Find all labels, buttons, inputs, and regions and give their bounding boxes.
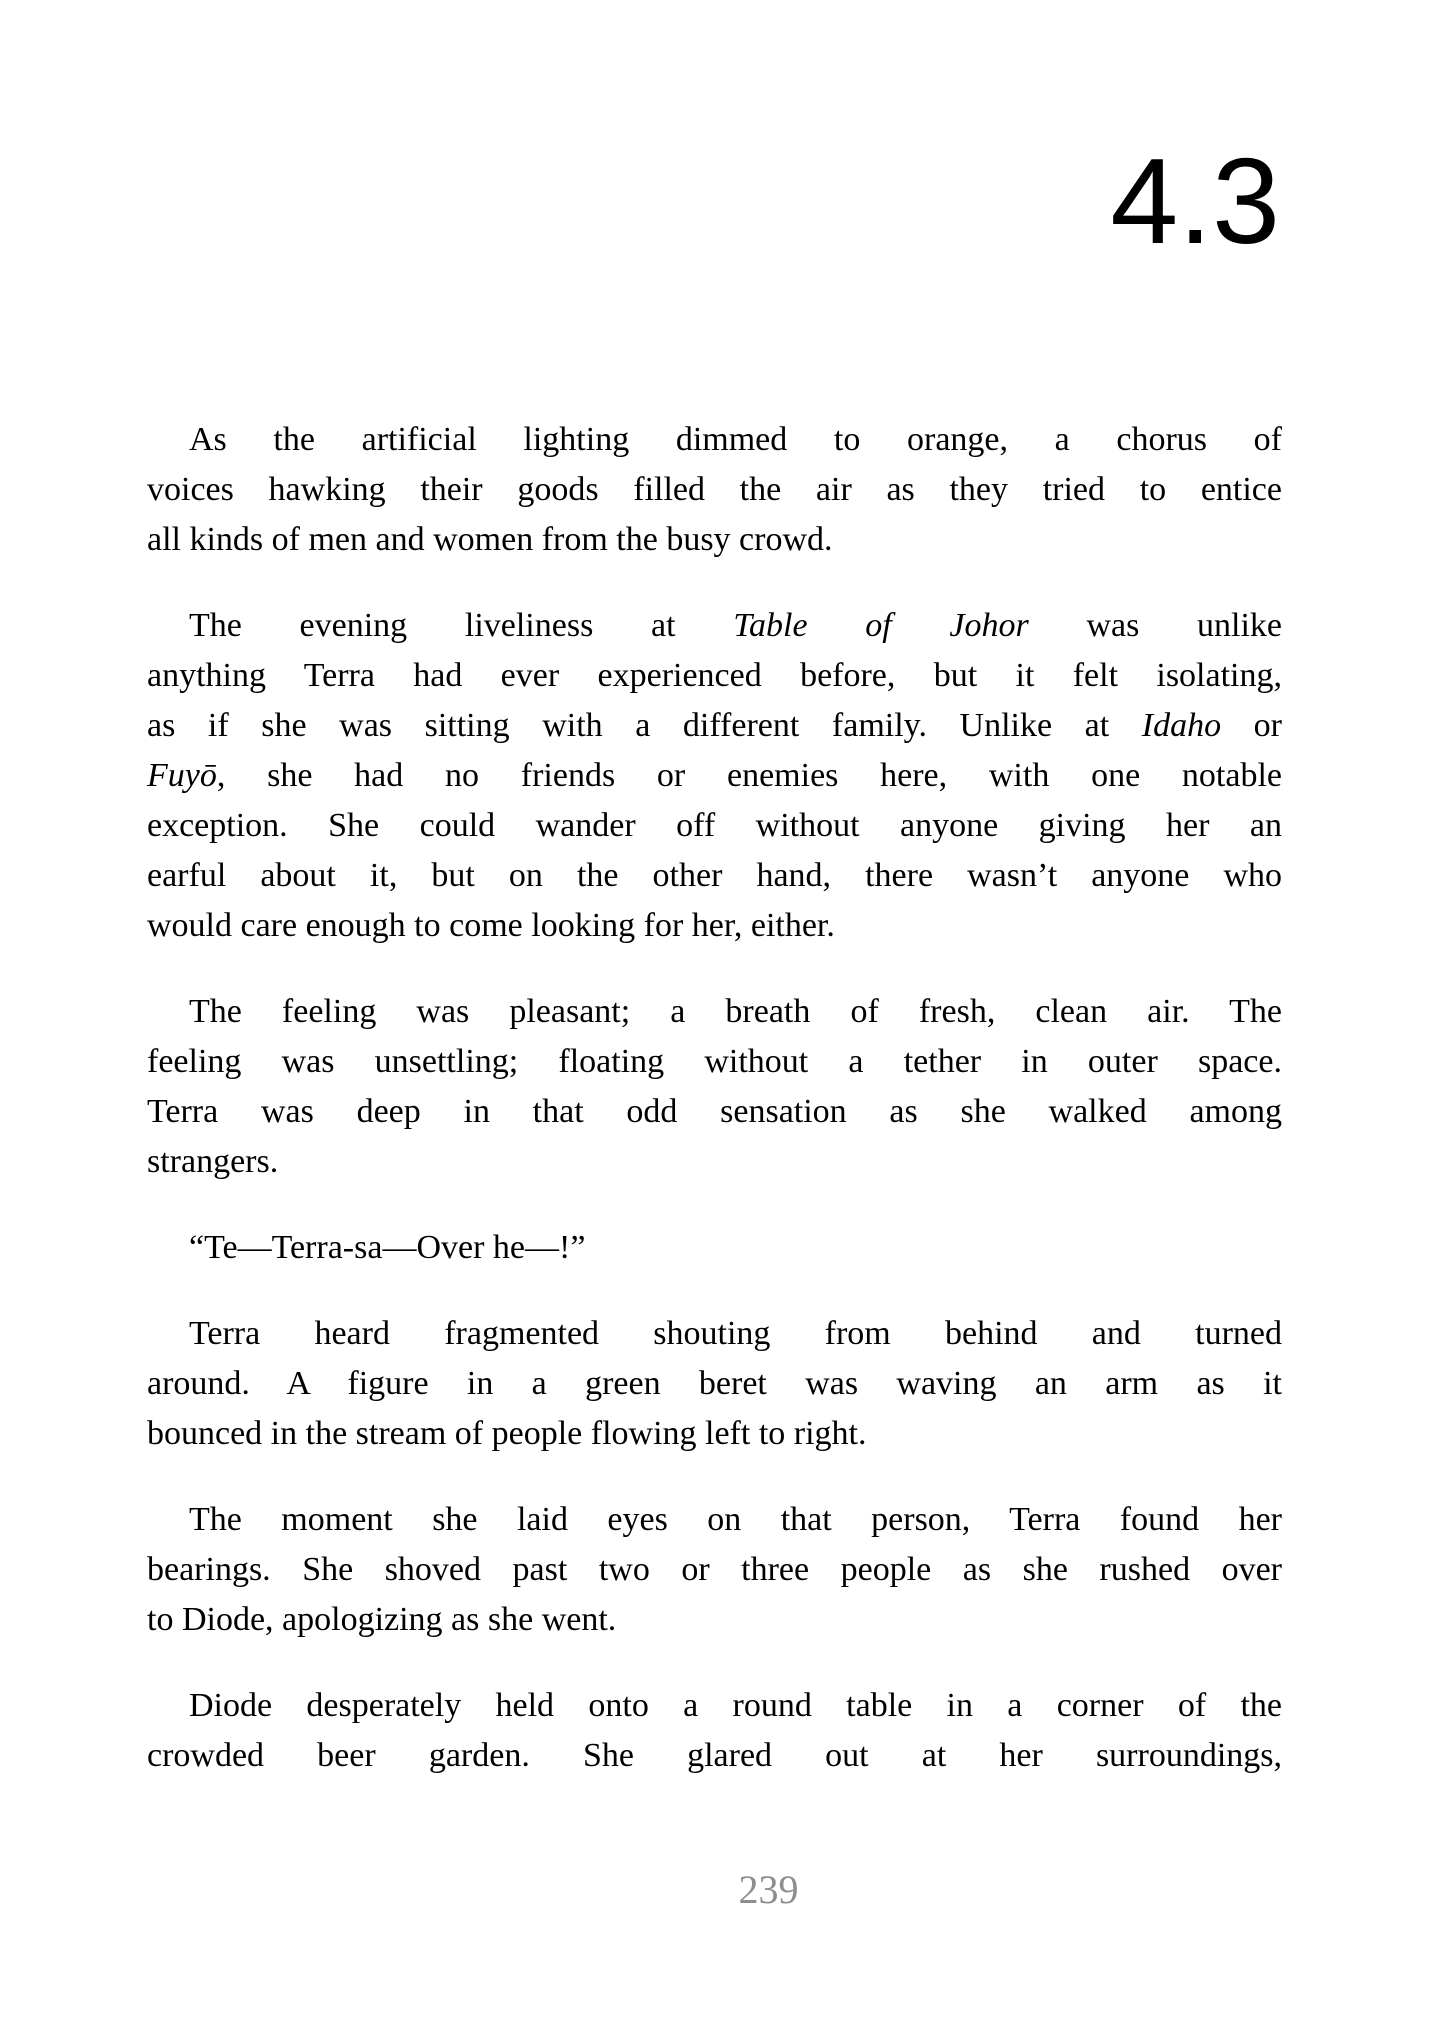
text-run: The evening liveliness at [189, 607, 734, 644]
paragraph [147, 415, 1282, 565]
text-line [147, 901, 1282, 951]
text-run: Terra was deep in that odd sensation as she walked among [147, 1093, 1282, 1130]
text-run: was unlike [1028, 607, 1283, 644]
text-line [147, 1223, 1282, 1273]
paragraph [147, 1681, 1282, 1781]
paragraph [147, 601, 1282, 951]
text-run: voices hawking their goods filled the air as they tried to entice [147, 471, 1282, 508]
italic-run: Idaho [1141, 707, 1222, 744]
text-run: or [1221, 707, 1282, 744]
text-run: The moment she laid eyes on that person, Terra found her [189, 1501, 1282, 1538]
text-line [147, 701, 1282, 751]
text-line [147, 1087, 1282, 1137]
text-run: earful about it, but on the other hand, there wasn’t anyone who [147, 857, 1282, 894]
text-run: would care enough to come looking for her, either. [147, 907, 835, 944]
text-line [147, 515, 1282, 565]
text-run: Diode desperately held onto a round table in a corner of the [189, 1687, 1282, 1724]
text-run: bearings. She shoved past two or three people as she rushed over [147, 1551, 1282, 1588]
text-run: strangers. [147, 1143, 279, 1180]
text-run: all kinds of men and women from the busy crowd. [147, 521, 833, 558]
text-line [147, 751, 1282, 801]
text-line [147, 1595, 1282, 1645]
text-line [147, 1137, 1282, 1187]
text-run: to Diode, apologizing as she went. [147, 1601, 617, 1638]
text-run: The feeling was pleasant; a breath of fresh, clean air. The [189, 993, 1282, 1030]
text-run: feeling was unsettling; floating without a tether in outer space. [147, 1043, 1282, 1080]
text-line [147, 651, 1282, 701]
text-run: “Te—Terra-sa—Over he—!” [189, 1229, 586, 1266]
text-run: As the artificial lighting dimmed to orange, a chorus of [189, 421, 1282, 458]
italic-run: Fuyō [147, 757, 217, 794]
text-line [147, 1681, 1282, 1731]
text-line [147, 415, 1282, 465]
paragraph [147, 1309, 1282, 1459]
text-line [147, 1409, 1282, 1459]
text-run: bounced in the stream of people flowing left to right. [147, 1415, 867, 1452]
paragraph [147, 987, 1282, 1187]
text-line [147, 1359, 1282, 1409]
text-run: anything Terra had ever experienced before, but it felt isolating, [147, 657, 1282, 694]
body-text [147, 415, 1282, 1781]
page-number: 239 [738, 1867, 799, 1912]
text-run: as if she was sitting with a different family. Unlike at [147, 707, 1142, 744]
text-line [147, 851, 1282, 901]
text-line [147, 801, 1282, 851]
text-line [147, 1037, 1282, 1087]
text-line [147, 1309, 1282, 1359]
text-line [147, 601, 1282, 651]
text-line [147, 1731, 1282, 1781]
text-line [147, 987, 1282, 1037]
paragraph [147, 1495, 1282, 1645]
paragraph [147, 1223, 1282, 1273]
text-run: around. A figure in a green beret was waving an arm as it [147, 1365, 1282, 1402]
text-line [147, 1545, 1282, 1595]
text-run: , she had no friends or enemies here, with one notable [216, 757, 1282, 794]
italic-run: Table of Johor [733, 607, 1029, 644]
text-run: Terra heard fragmented shouting from behind and turned [189, 1315, 1282, 1352]
text-run: crowded beer garden. She glared out at her surroundings, [147, 1737, 1282, 1774]
text-run: exception. She could wander off without anyone giving her an [147, 807, 1282, 844]
text-line [147, 1495, 1282, 1545]
chapter-number: 4.3 [1110, 133, 1280, 269]
text-line [147, 465, 1282, 515]
